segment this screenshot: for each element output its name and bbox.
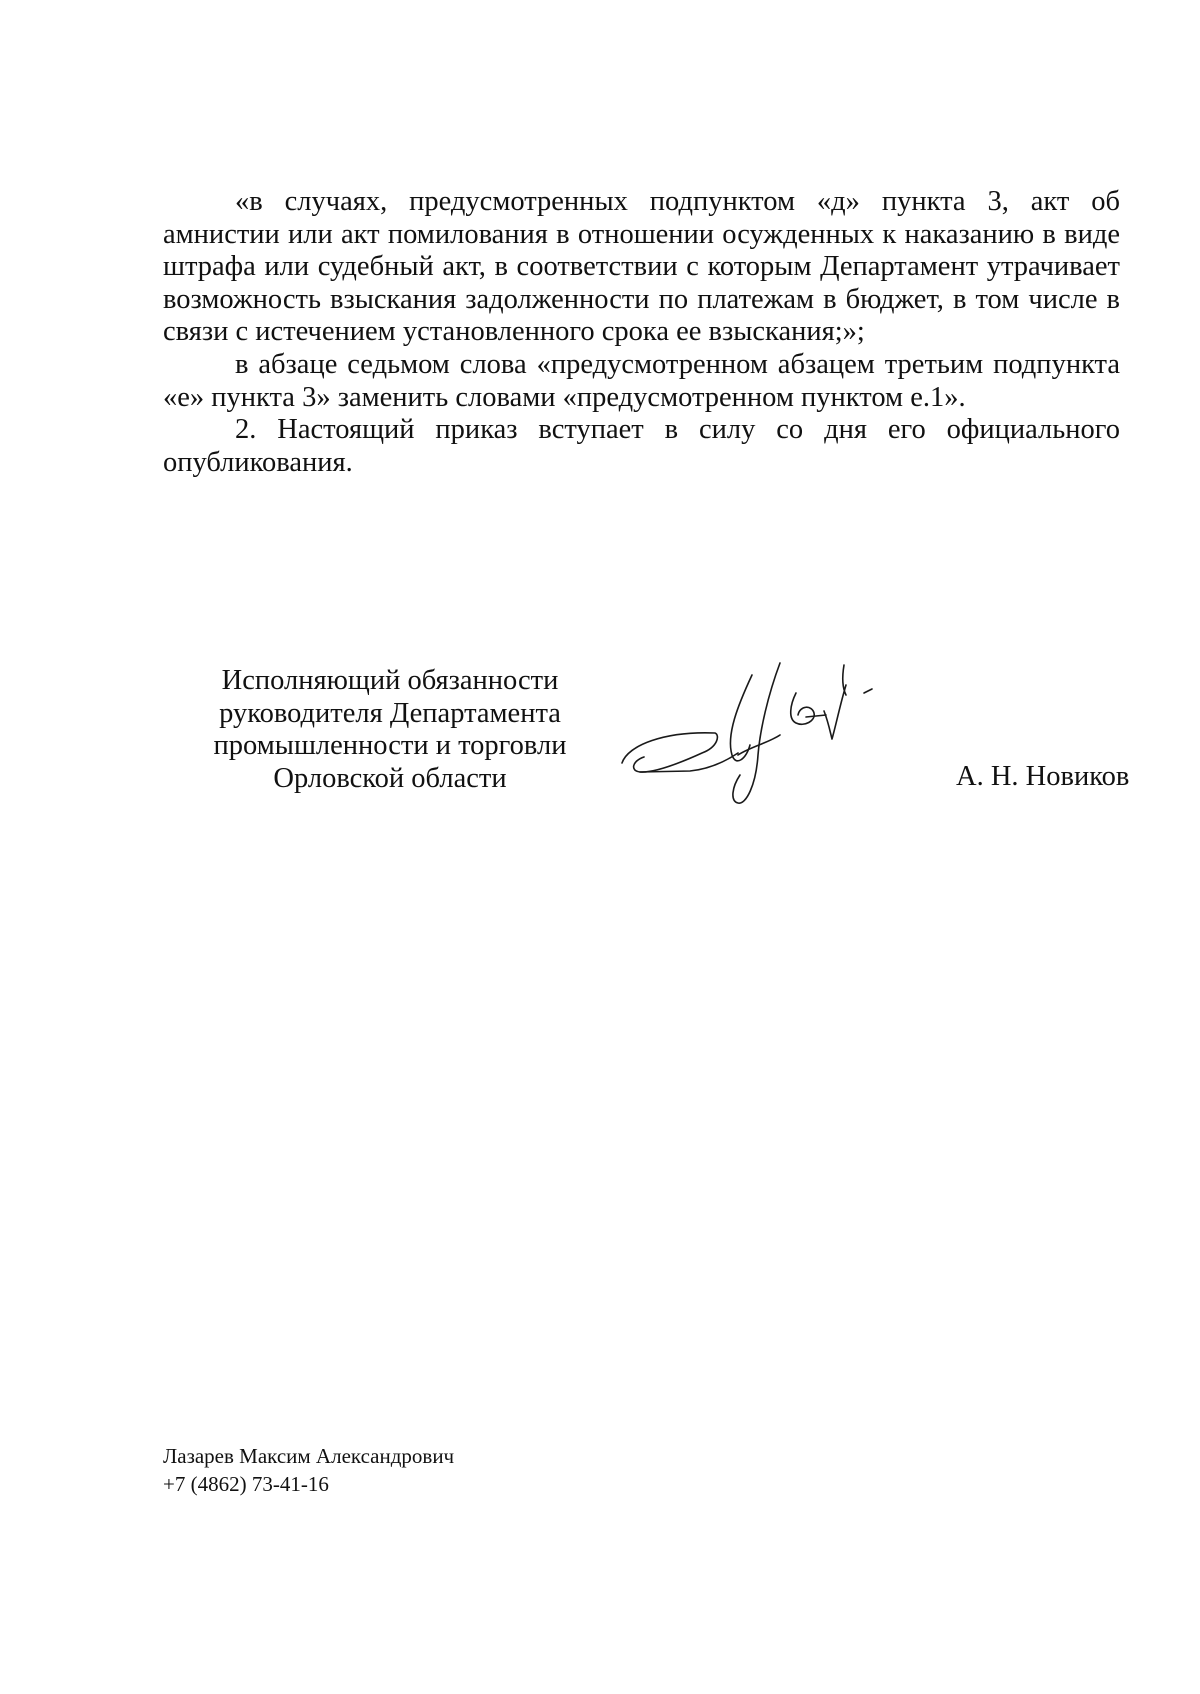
signatory-title-line: Орловской области bbox=[273, 762, 507, 794]
paragraph-amnesty-clause: «в случаях, предусмотренных подпунктом «д» пункта 3, акт об амнистии или акт помилования в отношении осужденных к наказанию в виде штрафа или судебный акт, в соответствии с которым Департамент утрачивает возможность взыскания задолженности по платежам в бюджет, в том числе в связи с истечением установленного срока ее взыскания;»; bbox=[163, 186, 1120, 348]
handwritten-signature bbox=[620, 655, 940, 815]
signatory-name: А. Н. Новиков bbox=[956, 761, 1130, 792]
executor-name: Лазарев Максим Александрович bbox=[163, 1444, 455, 1468]
document-body bbox=[163, 186, 1120, 479]
paragraph-seventh-abzac: в абзаце седьмом слова «предусмотренном абзацем третьим подпункта «е» пункта 3» заменить словами «предусмотренном пунктом е.1». bbox=[163, 348, 1120, 413]
signatory-title bbox=[190, 665, 590, 795]
executor-info bbox=[163, 1442, 454, 1498]
signatory-title-line: руководителя Департамента bbox=[219, 697, 561, 729]
paragraph-effective-date: 2. Настоящий приказ вступает в силу со дня его официального опубликования. bbox=[163, 414, 1120, 478]
executor-phone: +7 (4862) 73-41-16 bbox=[163, 1472, 329, 1496]
signatory-title-line: промышленности и торговли bbox=[213, 730, 567, 761]
signatory-title-line: Исполняющий обязанности bbox=[221, 665, 559, 696]
